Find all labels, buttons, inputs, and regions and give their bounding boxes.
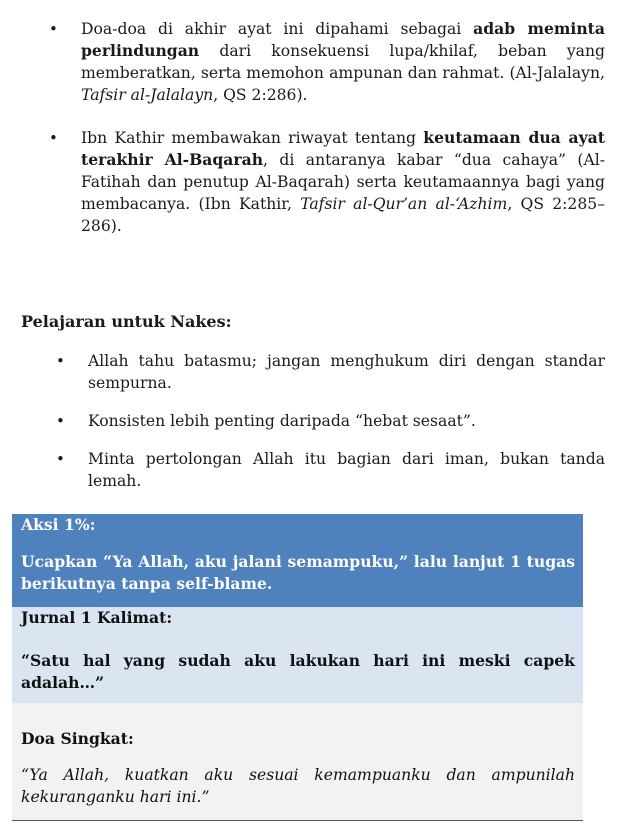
book-title: Tafsir al-Qur’an al-‘Azhim — [300, 195, 508, 213]
prayer-title: Doa Singkat: — [21, 729, 134, 748]
tafsir-bullet-jalalayn — [49, 18, 605, 106]
prayer-box — [12, 703, 583, 821]
action-title: Aksi 1%: — [21, 515, 96, 534]
action-body: Ucapkan “Ya Allah, aku jalani semampuku,” lalu lanjut 1 tugas berikutnya tanpa self-blame. — [21, 552, 575, 593]
bullet-dot-icon: • — [56, 412, 65, 430]
lesson-item — [56, 350, 605, 394]
journal-title: Jurnal 1 Kalimat: — [21, 608, 173, 627]
lesson-item-text: Minta pertolongan Allah itu bagian dari iman, bukan tanda lemah. — [88, 450, 605, 490]
lesson-item-text: Konsisten lebih penting daripada “hebat sesaat”. — [88, 412, 476, 430]
tafsir-bullet-ibn-kathir — [49, 127, 605, 237]
bullet-dot-icon: • — [56, 450, 65, 468]
bullet-bold-text: keutamaan dua ayat terakhir Al-Baqarah — [81, 128, 605, 169]
bullet-text: , QS 2:286). — [213, 86, 308, 104]
bullet-text: Ibn Kathir membawakan riwayat tentang — [81, 129, 424, 147]
lesson-heading: Pelajaran untuk Nakes: — [21, 312, 232, 331]
prayer-body: “Ya Allah, kuatkan aku sesuai kemampuanku dan ampunilah kekuranganku hari ini.” — [21, 766, 575, 806]
bullet-text: , di antaranya kabar “dua cahaya” (Al-Fatihah dan penutup Al-Baqarah) serta keutamaannya bagi yang membacanya. (Ibn Kathir, — [81, 151, 605, 213]
bullet-dot-icon: • — [49, 20, 58, 38]
book-title: Tafsir al-Jalalayn — [81, 86, 214, 104]
lesson-item-text: Allah tahu batasmu; jangan menghukum diri dengan standar sempurna. — [88, 352, 605, 392]
bullet-text: dari konsekuensi lupa/khilaf, beban yang memberatkan, serta memohon ampunan dan rahmat. (Al-Jalalayn, — [81, 42, 605, 82]
bullet-text: Doa-doa di akhir ayat ini dipahami sebagai — [81, 20, 474, 38]
lesson-bullet-list — [56, 350, 605, 508]
lesson-item — [56, 410, 605, 432]
bullet-bold-text: adab meminta perlindungan — [81, 19, 605, 60]
bullet-dot-icon: • — [56, 352, 65, 370]
bullet-dot-icon: • — [49, 129, 58, 147]
tafsir-bullet-list — [49, 18, 605, 258]
bullet-text: , QS 2:285–286). — [81, 195, 605, 235]
lesson-item — [56, 448, 605, 492]
journal-body: “Satu hal yang sudah aku lakukan hari ini meski capek adalah…” — [21, 651, 575, 692]
journal-box — [12, 607, 583, 703]
action-box — [12, 514, 583, 607]
